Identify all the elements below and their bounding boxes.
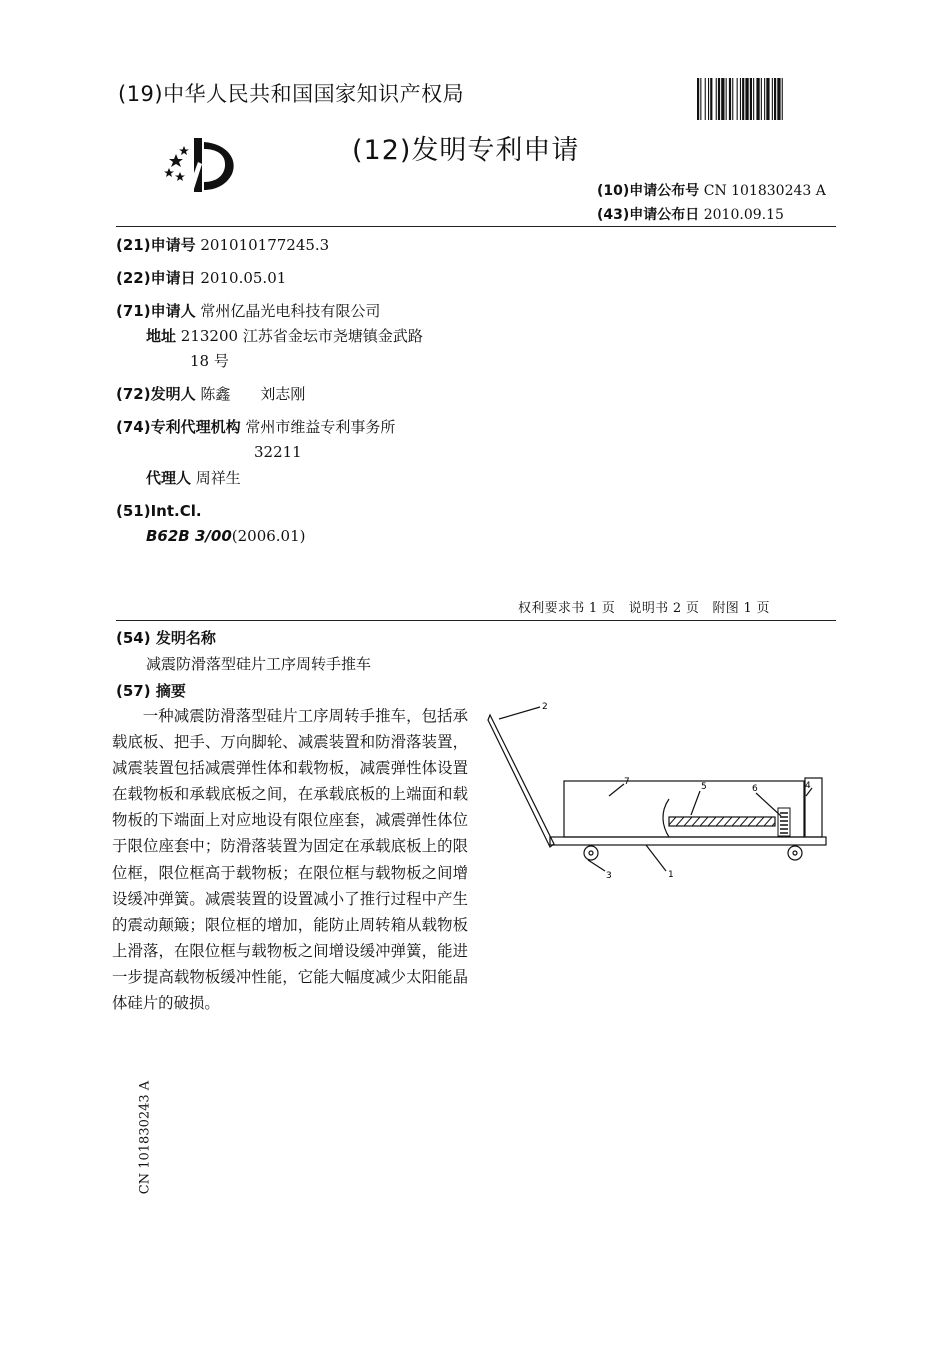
barcode-bar	[742, 78, 744, 120]
field-code: (74)	[116, 418, 151, 436]
cnipa-logo-icon	[158, 132, 242, 196]
address-row	[146, 324, 423, 348]
figure-label-2: 2	[542, 702, 548, 712]
publication-number: CN 101830243 A	[703, 183, 826, 199]
application-number-row	[116, 233, 329, 257]
field-key: 摘要	[155, 682, 186, 700]
publication-date-line	[597, 204, 784, 224]
publication-date-label: (43)申请公布日	[597, 207, 700, 223]
barcode-bar	[756, 78, 759, 120]
barcode-bar	[740, 78, 741, 120]
figure-label-6: 6	[752, 784, 758, 794]
publication-number-line	[597, 180, 826, 200]
ipc-class: B62B 3/00	[146, 527, 232, 545]
barcode-bar	[716, 78, 717, 120]
applicant-name: 常州亿晶光电科技有限公司	[200, 302, 381, 320]
section-divider	[116, 620, 836, 621]
abstract-text: 一种减震防滑落型硅片工序周转手推车，包括承载底板、把手、万向脚轮、减震装置和防滑落装置，减震装置包括减震弹性体和载物板，减震弹性体设置在载物板和承载底板之间，在承载底板的上端面和载物板的下端面上对应地设有限位座套，减震弹性体位于限位座套中；防滑落装置为固定在承载底板上的限位框，限位框高于载物板；在限位框与载物板之间增设缓冲弹簧。减震装置的设置减小了推行过程中产生的震动颠簸；限位框的增加，能防止周转箱从载物板上滑落，在限位框与载物板之间增设缓冲弹簧，能进一步提高载物板缓冲性能，它能大幅度减少太阳能晶体硅片的破损。	[112, 707, 468, 1013]
agency-code-line	[254, 440, 302, 464]
barcode-bar	[774, 78, 776, 120]
application-date: 2010.05.01	[200, 269, 287, 287]
field-code: (54)	[116, 629, 151, 647]
ipc-version: (2006.01)	[231, 527, 306, 545]
field-code: (57)	[116, 682, 151, 700]
field-key: 地址	[146, 327, 177, 345]
figure-label-1: 1	[668, 870, 674, 878]
barcode-bar	[708, 78, 709, 120]
field-key: 发明人	[150, 385, 196, 403]
header-divider	[116, 226, 836, 227]
barcode-bar	[782, 78, 783, 120]
barcode-bar	[718, 78, 720, 120]
field-code: (21)	[116, 236, 151, 254]
invention-title: 减震防滑落型硅片工序周转手推车	[146, 655, 372, 673]
agent-row	[146, 466, 241, 490]
field-key: 申请人	[150, 302, 196, 320]
barcode-bar	[772, 78, 773, 120]
barcode-bar	[764, 78, 765, 120]
application-number: 201010177245.3	[200, 236, 330, 254]
inventor-names: 陈鑫 刘志刚	[200, 385, 306, 403]
field-key: Int.Cl.	[150, 502, 202, 520]
document-type: (12)发明专利申请	[352, 135, 580, 166]
barcode-bar	[729, 78, 731, 120]
field-code: (22)	[116, 269, 151, 287]
trolley-figure	[484, 700, 836, 878]
field-key: 发明名称	[155, 629, 216, 647]
application-date-row	[116, 266, 286, 290]
figure-label-7: 7	[624, 777, 630, 787]
office-name: (19)中华人民共和国国家知识产权局	[118, 82, 465, 106]
address-line-2	[190, 349, 229, 373]
publication-date: 2010.09.15	[703, 207, 784, 223]
field-code: (71)	[116, 302, 151, 320]
barcode-bar	[753, 78, 754, 120]
barcode-bar	[745, 78, 748, 120]
agency-name: 常州市维益专利事务所	[245, 418, 396, 436]
barcode-bar	[777, 78, 780, 120]
barcode-bar	[732, 78, 733, 120]
barcode	[697, 78, 834, 120]
field-key: 申请号	[150, 236, 196, 254]
publication-number-label: (10)申请公布号	[597, 183, 700, 199]
agency-code: 32211	[254, 443, 302, 461]
field-key: 申请日	[150, 269, 196, 287]
ipc-row	[146, 524, 306, 548]
figure-label-4: 4	[805, 781, 811, 791]
address-line-2-text: 18 号	[190, 352, 229, 370]
abstract-heading	[116, 680, 186, 701]
barcode-bar	[697, 78, 699, 120]
intcl-row	[116, 499, 202, 523]
figure-label-5: 5	[701, 782, 707, 792]
agency-row	[116, 415, 395, 439]
barcode-bar	[766, 78, 769, 120]
barcode-bar	[750, 78, 752, 120]
field-code: (72)	[116, 385, 151, 403]
side-publication-number: CN 101830243 A	[137, 1080, 153, 1195]
field-code: (51)	[116, 502, 151, 520]
figure-label-3: 3	[606, 871, 612, 878]
barcode-bar	[761, 78, 762, 120]
barcode-bar	[737, 78, 738, 120]
inventor-row	[116, 382, 305, 406]
barcode-bar	[705, 78, 706, 120]
pages-summary: 权利要求书 1 页 说明书 2 页 附图 1 页	[518, 601, 770, 616]
barcode-bar	[700, 78, 701, 120]
applicant-row	[116, 299, 380, 323]
address-line-1: 213200 江苏省金坛市尧塘镇金武路	[180, 327, 423, 345]
barcode-bar	[710, 78, 712, 120]
barcode-bar	[721, 78, 724, 120]
agent-name: 周祥生	[195, 469, 241, 487]
barcode-bar	[726, 78, 727, 120]
title-heading	[116, 627, 216, 648]
field-key: 专利代理机构	[150, 418, 241, 436]
field-key: 代理人	[146, 469, 192, 487]
